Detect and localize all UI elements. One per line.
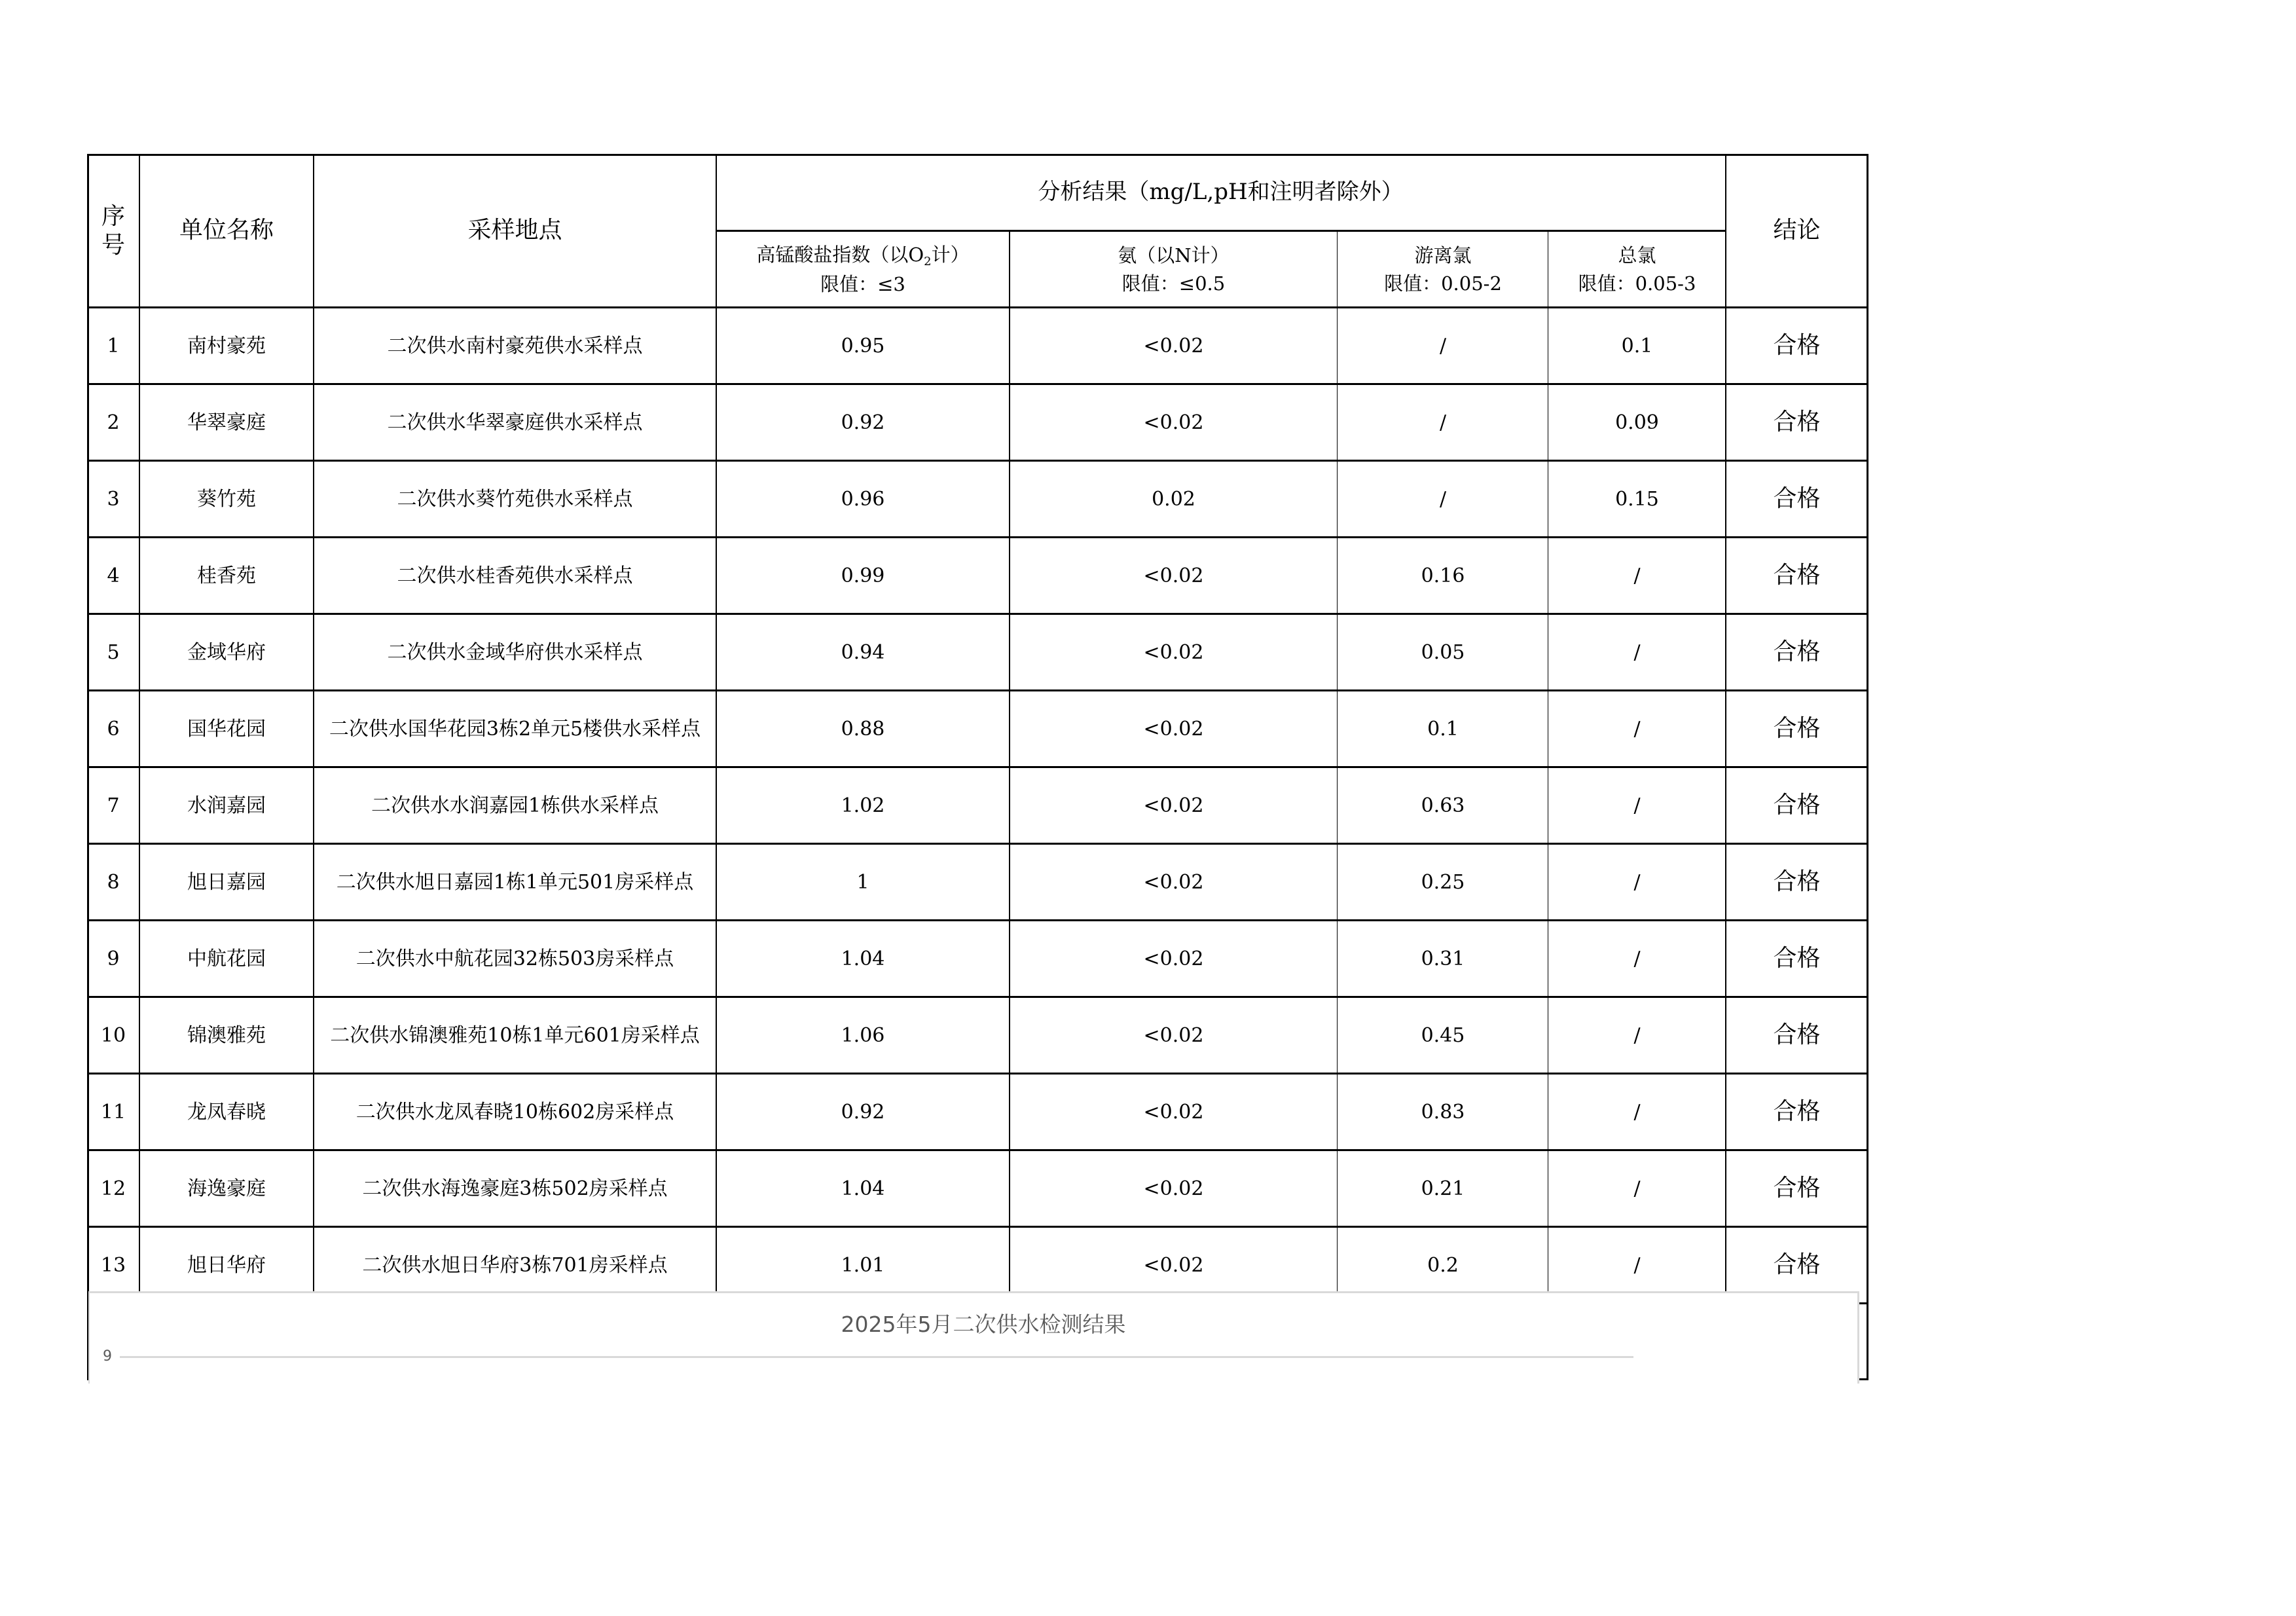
- free-chlorine-limit: 限值：0.05-2: [1384, 272, 1502, 295]
- permanganate-name: [756, 241, 969, 270]
- cell-seq: 2: [107, 411, 120, 434]
- cell-total-chlorine: 0.15: [1615, 488, 1659, 511]
- cell-conclusion: 合格: [1773, 1021, 1821, 1049]
- cell-ammonia: <0.02: [1143, 1024, 1204, 1047]
- cell-conclusion: 合格: [1773, 792, 1821, 819]
- cell-sampling-site: 二次供水南村豪苑供水采样点: [387, 335, 643, 358]
- cell-total-chlorine: 0.1: [1621, 335, 1653, 358]
- cell-seq: 12: [100, 1177, 126, 1200]
- cell-sampling-site: 二次供水龙凤春晓10栋602房采样点: [355, 1101, 674, 1124]
- cell-ammonia: <0.02: [1143, 1101, 1204, 1124]
- cell-unit-name: 中航花园: [187, 947, 266, 970]
- cell-permanganate: 1.02: [841, 794, 885, 817]
- cell-unit-name: 金域华府: [187, 641, 266, 664]
- cell-ammonia: <0.02: [1143, 641, 1204, 664]
- cell-permanganate: 0.95: [841, 335, 885, 358]
- cell-sampling-site: 二次供水旭日华府3栋701房采样点: [362, 1254, 668, 1277]
- cell-unit-name: 水润嘉园: [187, 794, 266, 817]
- free-chlorine-name: 游离氯: [1414, 244, 1472, 267]
- cell-unit-name: 海逸豪庭: [187, 1177, 266, 1200]
- cell-total-chlorine: /: [1633, 564, 1641, 587]
- cell-conclusion: 合格: [1773, 945, 1821, 972]
- cell-sampling-site: 二次供水葵竹苑供水采样点: [397, 488, 633, 511]
- cell-unit-name: 南村豪苑: [187, 335, 266, 358]
- cell-free-chlorine: 0.2: [1427, 1254, 1459, 1277]
- cell-total-chlorine: 0.09: [1615, 411, 1659, 434]
- cell-ammonia: <0.02: [1143, 411, 1204, 434]
- cell-sampling-site: 二次供水水润嘉园1栋供水采样点: [371, 794, 659, 817]
- cell-permanganate: 1.04: [841, 947, 885, 970]
- cell-unit-name: 龙凤春晓: [187, 1101, 266, 1124]
- cell-free-chlorine: 0.45: [1421, 1024, 1465, 1047]
- cell-sampling-site: 二次供水国华花园3栋2单元5楼供水采样点: [329, 718, 701, 741]
- header-free-chlorine: [1338, 231, 1548, 308]
- cell-free-chlorine: 0.16: [1421, 564, 1465, 587]
- permanganate-name-post: 计）: [931, 243, 970, 266]
- cell-free-chlorine: 0.25: [1421, 871, 1465, 894]
- ammonia-name: 氨（以N计）: [1118, 244, 1230, 267]
- cell-sampling-site: 二次供水旭日嘉园1栋1单元501房采样点: [336, 871, 694, 894]
- header-analysis-results: 分析结果（mg/L,pH和注明者除外）: [1038, 179, 1404, 206]
- chart-overlay: [88, 1291, 1859, 1384]
- cell-permanganate: 0.92: [841, 411, 885, 434]
- chart-title: 2025年5月二次供水检测结果: [841, 1312, 1126, 1337]
- cell-free-chlorine: 0.05: [1421, 641, 1465, 664]
- cell-total-chlorine: /: [1633, 871, 1641, 894]
- cell-sampling-site: 二次供水桂香苑供水采样点: [397, 564, 633, 587]
- cell-unit-name: 旭日嘉园: [187, 871, 266, 894]
- cell-conclusion: 合格: [1773, 638, 1821, 666]
- cell-total-chlorine: /: [1633, 1101, 1641, 1124]
- cell-sampling-site: 二次供水华翠豪庭供水采样点: [387, 411, 643, 434]
- cell-sampling-site: 二次供水金域华府供水采样点: [387, 641, 643, 664]
- cell-conclusion: 合格: [1773, 868, 1821, 896]
- water-quality-table: [87, 154, 1868, 1380]
- cell-free-chlorine: /: [1439, 335, 1447, 358]
- cell-permanganate: 0.88: [841, 718, 885, 741]
- cell-seq: 10: [100, 1024, 126, 1047]
- cell-free-chlorine: 0.21: [1421, 1177, 1465, 1200]
- cell-permanganate: 1.06: [841, 1024, 885, 1047]
- cell-total-chlorine: /: [1633, 1254, 1641, 1277]
- cell-free-chlorine: 0.63: [1421, 794, 1465, 817]
- cell-unit-name: 华翠豪庭: [187, 411, 266, 434]
- cell-ammonia: <0.02: [1143, 1177, 1204, 1200]
- total-chlorine-name: 总氯: [1618, 244, 1656, 267]
- cell-seq: 3: [107, 488, 120, 511]
- cell-ammonia: 0.02: [1152, 488, 1195, 511]
- ammonia-limit: 限值：≤0.5: [1121, 272, 1226, 295]
- cell-total-chlorine: /: [1633, 947, 1641, 970]
- cell-unit-name: 旭日华府: [187, 1254, 266, 1277]
- cell-conclusion: 合格: [1773, 562, 1821, 589]
- cell-ammonia: <0.02: [1143, 947, 1204, 970]
- cell-ammonia: <0.02: [1143, 335, 1204, 358]
- cell-seq: 13: [100, 1254, 126, 1277]
- cell-conclusion: 合格: [1773, 1098, 1821, 1126]
- cell-free-chlorine: 0.1: [1427, 718, 1459, 741]
- cell-seq: 11: [100, 1101, 126, 1124]
- cell-seq: 9: [107, 947, 120, 970]
- header-sampling-site: 采样地点: [467, 217, 562, 244]
- permanganate-limit: 限值：≤3: [820, 273, 905, 296]
- cell-unit-name: 锦澳雅苑: [187, 1024, 266, 1047]
- cell-sampling-site: 二次供水锦澳雅苑10栋1单元601房采样点: [330, 1024, 700, 1047]
- cell-sampling-site: 二次供水海逸豪庭3栋502房采样点: [362, 1177, 668, 1200]
- cell-permanganate: 0.92: [841, 1101, 885, 1124]
- cell-total-chlorine: /: [1633, 1024, 1641, 1047]
- cell-free-chlorine: /: [1439, 488, 1447, 511]
- cell-permanganate: 1: [856, 871, 869, 894]
- cell-conclusion: 合格: [1773, 485, 1821, 513]
- cell-sampling-site: 二次供水中航花园32栋503房采样点: [355, 947, 674, 970]
- cell-permanganate: 1.01: [841, 1254, 885, 1277]
- cell-conclusion: 合格: [1773, 1251, 1821, 1279]
- cell-ammonia: <0.02: [1143, 871, 1204, 894]
- cell-permanganate: 0.99: [841, 564, 885, 587]
- cell-seq: 1: [107, 335, 120, 358]
- header-unit-name: 单位名称: [179, 217, 274, 244]
- cell-total-chlorine: /: [1633, 641, 1641, 664]
- cell-unit-name: 桂香苑: [197, 564, 256, 587]
- cell-free-chlorine: /: [1439, 411, 1447, 434]
- cell-unit-name: 葵竹苑: [197, 488, 256, 511]
- total-chlorine-limit: 限值：0.05-3: [1578, 272, 1696, 295]
- header-total-chlorine: [1548, 231, 1726, 308]
- header-seq: [87, 154, 139, 308]
- cell-free-chlorine: 0.83: [1421, 1101, 1465, 1124]
- cell-free-chlorine: 0.31: [1421, 947, 1465, 970]
- permanganate-name-pre: 高锰酸盐指数（以O: [756, 243, 924, 266]
- header-permanganate-index: [716, 231, 1010, 308]
- cell-conclusion: 合格: [1773, 409, 1821, 436]
- cell-total-chlorine: /: [1633, 1177, 1641, 1200]
- cell-total-chlorine: /: [1633, 794, 1641, 817]
- cell-conclusion: 合格: [1773, 332, 1821, 359]
- cell-permanganate: 0.96: [841, 488, 885, 511]
- chart-gridline: [120, 1356, 1633, 1358]
- cell-ammonia: <0.02: [1143, 718, 1204, 741]
- permanganate-name-subscript: 2: [924, 254, 932, 268]
- cell-total-chlorine: /: [1633, 718, 1641, 741]
- cell-seq: 5: [107, 641, 120, 664]
- cell-seq: 7: [107, 794, 120, 817]
- cell-permanganate: 0.94: [841, 641, 885, 664]
- cell-ammonia: <0.02: [1143, 794, 1204, 817]
- cell-permanganate: 1.04: [841, 1177, 885, 1200]
- cell-conclusion: 合格: [1773, 1175, 1821, 1202]
- cell-conclusion: 合格: [1773, 715, 1821, 743]
- header-ammonia: [1010, 231, 1338, 308]
- cell-seq: 4: [107, 564, 120, 587]
- cell-unit-name: 国华花园: [187, 718, 266, 741]
- cell-ammonia: <0.02: [1143, 1254, 1204, 1277]
- header-seq-line2: 号: [101, 231, 125, 259]
- header-seq-line1: 序: [101, 203, 125, 230]
- y-axis-tick-label: 9: [103, 1348, 112, 1365]
- cell-seq: 6: [107, 718, 120, 741]
- cell-ammonia: <0.02: [1143, 564, 1204, 587]
- header-conclusion: 结论: [1773, 217, 1821, 244]
- cell-seq: 8: [107, 871, 120, 894]
